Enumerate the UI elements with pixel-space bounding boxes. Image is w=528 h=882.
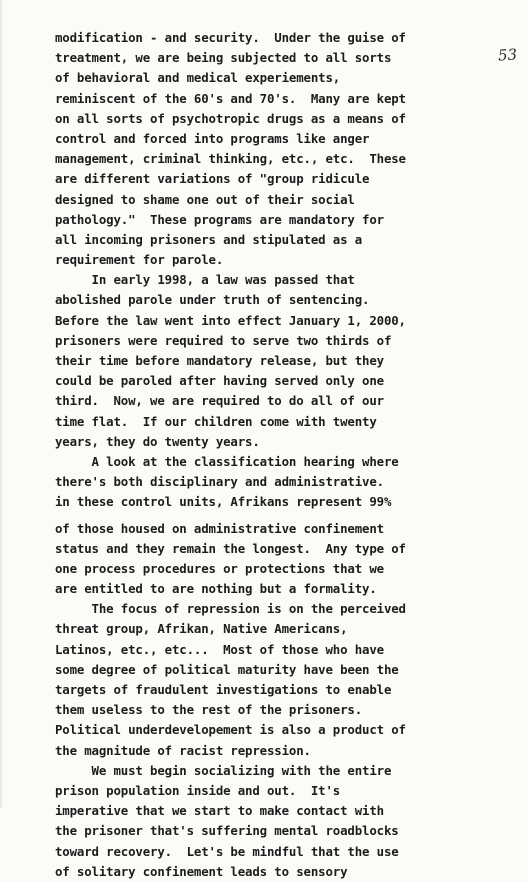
text-line: modification - and security. Under the guise of — [55, 30, 406, 45]
text-line: pathology." These programs are mandatory for — [55, 211, 384, 227]
text-line: management, criminal thinking, etc., etc. These — [55, 151, 406, 167]
text-line: on all sorts of psychotropic drugs as a means of — [55, 110, 406, 126]
text-line: in these control units, Afrikans represent 99% — [55, 494, 392, 510]
text-line: are entitled to are nothing but a formality. — [55, 581, 377, 597]
text-line: Political underdevelopement is also a product of — [55, 722, 406, 738]
page-edge-shadow — [0, 0, 3, 808]
text-line: Before the law went into effect January 1, 2000, — [55, 312, 406, 328]
text-line: all incoming prisoners and stipulated as a — [55, 231, 363, 247]
text-line: A look at the classification hearing where — [55, 453, 399, 469]
text-line: there's both disciplinary and administrative. — [55, 474, 384, 490]
text-line: the magnitude of racist repression. — [55, 742, 311, 758]
text-line: time flat. If our children come with twenty — [55, 413, 377, 429]
text-line: could be paroled after having served only one — [55, 373, 384, 389]
text-line: prison population inside and out. It's — [55, 782, 341, 798]
text-line: treatment, we are being subjected to all sorts — [55, 50, 392, 66]
text-line: We must begin socializing with the entire — [55, 762, 392, 778]
text-line: their time before mandatory release, but they — [55, 353, 384, 368]
text-line: abolished parole under truth of sentencing. — [55, 292, 370, 308]
text-line: The focus of repression is on the perceived — [55, 601, 406, 617]
text-line: the prisoner that's suffering mental roadblocks — [55, 823, 399, 839]
text-line: some degree of political maturity have been the — [55, 661, 399, 677]
text-line: them useless to the rest of the prisoners. — [55, 702, 363, 718]
text-line: Latinos, etc., etc... Most of those who have — [55, 641, 384, 657]
text-line: years, they do twenty years. — [55, 433, 260, 449]
text-line: of solitary confinement leads to sensory — [55, 863, 348, 879]
text-line: control and forced into programs like anger — [55, 130, 370, 146]
text-line: imperative that we start to make contact with — [55, 803, 384, 819]
text-line: requirement for parole. — [55, 252, 224, 268]
text-line: of behavioral and medical experiements, — [55, 70, 341, 86]
text-line: of those housed on administrative confinement — [55, 520, 384, 536]
text-line: third. Now, we are required to do all of our — [55, 393, 384, 409]
text-line: are different variations of "group ridicule — [55, 171, 370, 187]
text-line: toward recovery. Let's be mindful that the use — [55, 843, 399, 859]
text-line: threat group, Afrikan, Native Americans, — [55, 621, 348, 637]
text-line: prisoners were required to serve two thirds of — [55, 332, 392, 348]
handwritten-page-number: 53 — [497, 45, 518, 65]
text-line: status and they remain the longest. Any type of — [55, 540, 406, 556]
body-text — [55, 28, 525, 882]
text-line: In early 1998, a law was passed that — [55, 272, 355, 288]
text-line: one process procedures or protections that we — [55, 560, 384, 576]
text-line: designed to shame one out of their social — [55, 191, 355, 207]
text-line: reminiscent of the 60's and 70's. Many are kept — [55, 90, 406, 106]
text-line: targets of fraudulent investigations to enable — [55, 682, 392, 697]
